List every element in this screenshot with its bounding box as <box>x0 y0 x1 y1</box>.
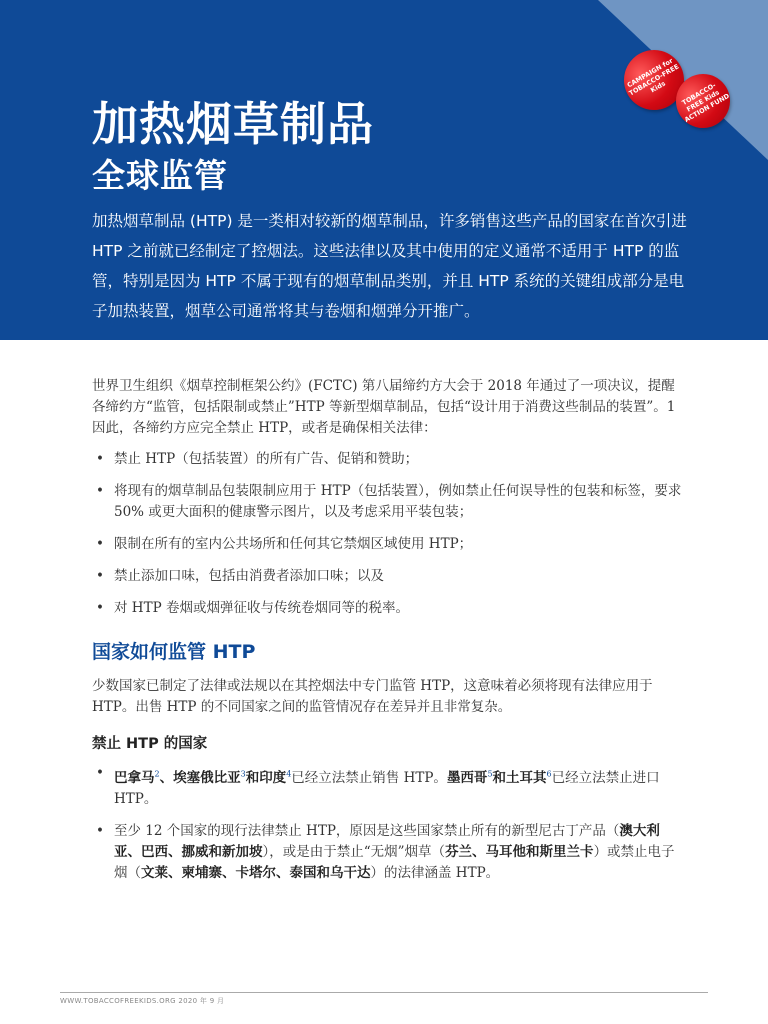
campaign-logo-text: CAMPAIGN for TOBACCO-FREE Kids <box>625 56 681 98</box>
list-item <box>92 534 684 555</box>
section-heading: 国家如何监管 HTP <box>92 641 256 663</box>
ecig-countries: 文莱、柬埔寨、卡塔尔、泰国和乌干达 <box>141 864 371 881</box>
bullet-icon: • <box>96 536 104 552</box>
page-title: 加热烟草制品 <box>92 97 374 151</box>
header-banner <box>0 0 768 340</box>
footnote-ref: 5 <box>487 769 493 778</box>
regulation-paragraph: 少数国家已制定了法律或法规以在其控烟法中专门监管 HTP，这意味着必须将现有法律应用于 HTP。出售 HTP 的不同国家之间的监管情况存在差异并且非常复杂。 <box>92 678 653 715</box>
footnote-ref: 6 <box>546 769 552 778</box>
main-content <box>92 376 684 895</box>
conjunction: 和 <box>245 769 260 786</box>
smokeless-clause: ），或是由于禁止“无烟”烟草（ <box>262 843 446 860</box>
closing-clause: ）的法律涵盖 HTP。 <box>370 864 500 881</box>
country-ethiopia: 埃塞俄比亚 <box>173 769 241 786</box>
ban-list <box>92 763 684 884</box>
footnote-ref: 3 <box>240 769 246 778</box>
country-mexico: 墨西哥 <box>446 769 488 786</box>
action-fund-logo-text: TOBACCO-FREE Kids ACTION FUND <box>680 81 731 125</box>
country-turkey: 土耳其 <box>506 769 547 786</box>
bullet-icon: • <box>96 600 104 616</box>
subsection-heading: 禁止 HTP 的国家 <box>92 736 208 752</box>
ban-sales-text <box>114 770 660 807</box>
bullet-icon: • <box>96 765 104 781</box>
list-item <box>92 449 684 470</box>
footnote-ref: 4 <box>286 769 292 778</box>
list-item-text: 将现有的烟草制品包装限制应用于 HTP（包括装置），例如禁止任何误导性的包装和标签，要求 50% 或更大面积的健康警示图片，以及考虑采用平装包装； <box>114 483 682 520</box>
list-item-text: 禁止添加口味，包括由消费者添加口味；以及 <box>114 568 384 584</box>
ecig-clause: ）或禁止电子烟（ <box>114 843 675 881</box>
list-item-text: 禁止 HTP（包括装置）的所有广告、促销和赞助； <box>114 451 419 467</box>
footer-text: WWW.TOBACCOFREEKIDS.ORG 2020 年 9 月 <box>60 997 225 1005</box>
country-india: 印度 <box>259 769 287 786</box>
bullet-icon: • <box>96 451 104 467</box>
requirements-list <box>92 449 684 619</box>
footnote-ref: 2 <box>154 769 160 778</box>
list-item <box>92 598 684 619</box>
bullet-icon: • <box>96 568 104 584</box>
novel-nicotine-countries: 澳大利亚、巴西、挪威和新加坡 <box>114 822 660 860</box>
bullet-icon: • <box>96 483 104 499</box>
list-item-text: 限制在所有的室内公共场所和任何其它禁烟区域使用 HTP； <box>114 536 473 552</box>
separator: 、 <box>159 769 174 786</box>
ban-novel-clause: 至少 12 个国家的现行法律禁止 HTP，原因是这些国家禁止所有的新型尼古丁产品（ <box>114 822 620 839</box>
conjunction: 和 <box>492 769 507 786</box>
list-item <box>92 821 684 884</box>
footer-divider <box>60 992 708 993</box>
smokeless-countries: 芬兰、马耳他和斯里兰卡 <box>445 843 594 860</box>
ban-import-clause: 已经立法禁止进口 HTP。 <box>114 769 660 807</box>
bullet-icon: • <box>96 822 104 839</box>
list-item <box>92 481 684 523</box>
list-item-text: 对 HTP 卷烟或烟弹征收与传统卷烟同等的税率。 <box>114 600 409 616</box>
intro-paragraph: 加热烟草制品 (HTP) 是一类相对较新的烟草制品，许多销售这些产品的国家在首次引进 HTP 之前就已经制定了控烟法。这些法律以及其中使用的定义通常不适用于 HTP 的监管，特别是因为 HTP 不属于现有的烟草制品类别，并且 HTP 系统的关键组成部分是电子加热装置，烟草公司通常将其与卷烟和烟弹分开推广。 <box>92 212 687 320</box>
country-panama: 巴拿马 <box>114 769 155 786</box>
fctc-paragraph: 世界卫生组织《烟草控制框架公约》(FCTC) 第八届缔约方大会于 2018 年通过了一项决议，提醒各缔约方“监管，包括限制或禁止”HTP 等新型烟草制品，包括“设计用于消费这些制品的装置”。1因此，各缔约方应完全禁止 HTP，或者是确保相关法律： <box>92 378 676 436</box>
list-item <box>92 763 684 810</box>
page-subtitle: 全球监管 <box>92 156 228 195</box>
ban-sales-clause: 已经立法禁止销售 HTP。 <box>291 769 447 786</box>
ban-novel-text <box>114 823 675 881</box>
list-item <box>92 566 684 587</box>
